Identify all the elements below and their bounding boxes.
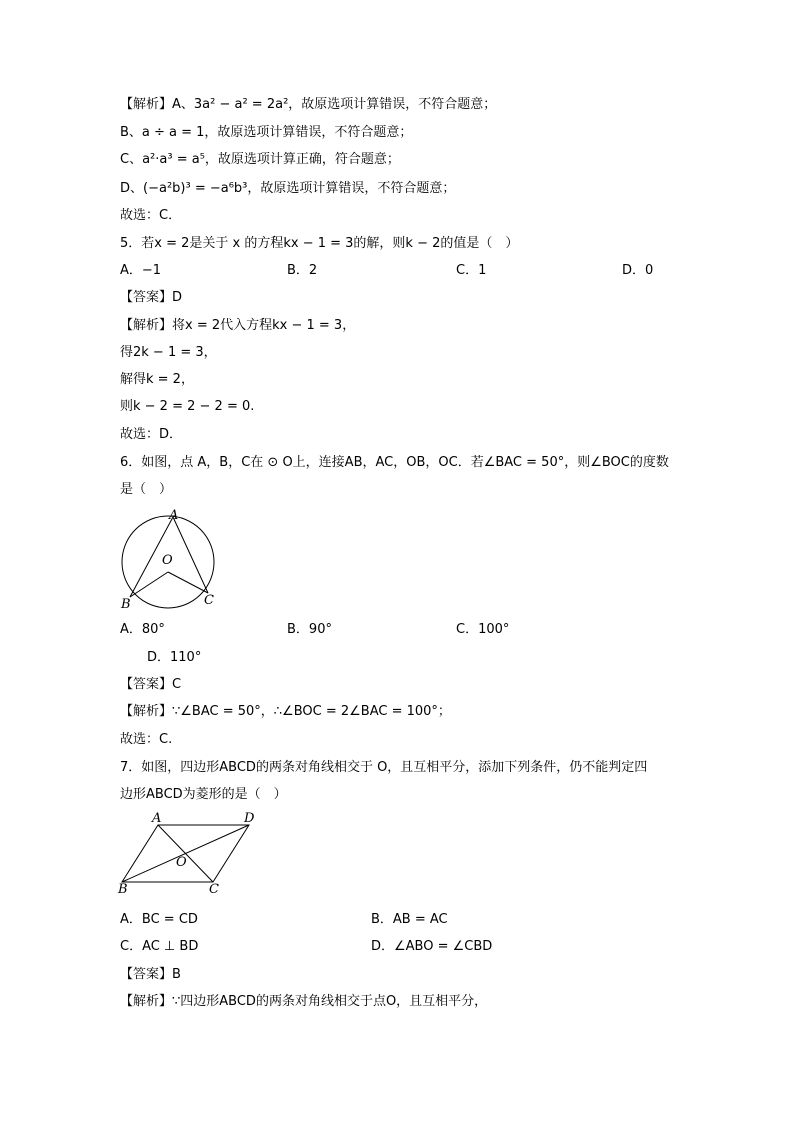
q4-explanation-a: 【解析】A、3a² − a² = 2a²，故原选项计算错误，不符合题意； [120, 97, 497, 112]
label-b: B [118, 882, 128, 896]
segment-ob [130, 572, 168, 597]
q5-explanation-2: 得2k − 1 = 3， [120, 345, 217, 360]
q7-rhombus-figure [112, 808, 262, 896]
q6-option-c: C．100° [456, 622, 510, 637]
q6-conclusion: 故选：C. [120, 732, 173, 747]
q4-explanation-b: B、a ÷ a = 1，故原选项计算错误，不符合题意； [120, 125, 413, 140]
q7-stem-line1: 7．如图，四边形ABCD的两条对角线相交于 O，且互相平分，添加下列条件，仍不能判定四 [120, 760, 648, 775]
q5-option-d: D．0 [622, 263, 654, 278]
segment-ac [173, 517, 208, 593]
q6-answer: 【答案】C [120, 677, 182, 692]
q5-option-b: B．2 [287, 263, 318, 278]
q6-option-d: D．110° [147, 650, 202, 665]
q6-circle-figure [112, 504, 224, 616]
q5-conclusion: 故选：D． [120, 427, 183, 442]
q7-option-c: C．AC ⊥ BD [120, 939, 199, 954]
q7-explanation: 【解析】∵四边形ABCD的两条对角线相交于点O，且互相平分， [120, 994, 488, 1009]
q6-stem-line1: 6．如图，点 A，B，C在 ⊙ O上，连接AB，AC，OB，OC．若∠BAC = 50°，则∠BOC的度数 [120, 455, 669, 470]
q5-explanation-3: 解得k = 2， [120, 372, 194, 387]
q4-explanation-c: C、a²·a³ = a⁵，故原选项计算正确，符合题意； [120, 152, 400, 167]
label-a: A [169, 508, 179, 523]
q7-answer: 【答案】B [120, 967, 181, 982]
q4-explanation-d: D、(−a²b)³ = −a⁶b³，故原选项计算错误，不符合题意； [120, 181, 456, 196]
label-o: O [176, 855, 187, 870]
segment-oc [168, 572, 208, 593]
q6-option-b: B．90° [287, 622, 332, 637]
q5-answer: 【答案】D [120, 290, 183, 305]
q6-stem-line2: 是（ ） [120, 482, 173, 497]
diagonal-bd [122, 825, 249, 882]
q5-stem: 5．若x = 2是关于 x 的方程kx − 1 = 3的解，则k − 2的值是（ ） [120, 236, 519, 251]
q7-option-d: D．∠ABO = ∠CBD [371, 939, 493, 954]
label-o: O [162, 553, 173, 568]
q5-explanation-1: 【解析】将x = 2代入方程kx − 1 = 3， [120, 318, 356, 333]
q5-option-c: C．1 [456, 263, 487, 278]
q7-stem-line2: 边形ABCD为菱形的是（ ） [120, 787, 287, 802]
q4-conclusion: 故选：C． [120, 208, 182, 223]
label-d: D [244, 811, 255, 826]
q7-option-b: B．AB = AC [371, 912, 448, 927]
q6-explanation: 【解析】∵∠BAC = 50°，∴∠BOC = 2∠BAC = 100°； [120, 704, 451, 719]
label-b: B [121, 597, 131, 612]
q6-option-a: A．80° [120, 622, 165, 637]
q7-option-a: A．BC = CD [120, 912, 198, 927]
label-a: A [152, 811, 162, 826]
label-c: C [204, 593, 214, 608]
label-c: C [209, 882, 219, 896]
q5-option-a: A．−1 [120, 263, 162, 278]
q5-explanation-4: 则k − 2 = 2 − 2 = 0. [120, 399, 255, 414]
